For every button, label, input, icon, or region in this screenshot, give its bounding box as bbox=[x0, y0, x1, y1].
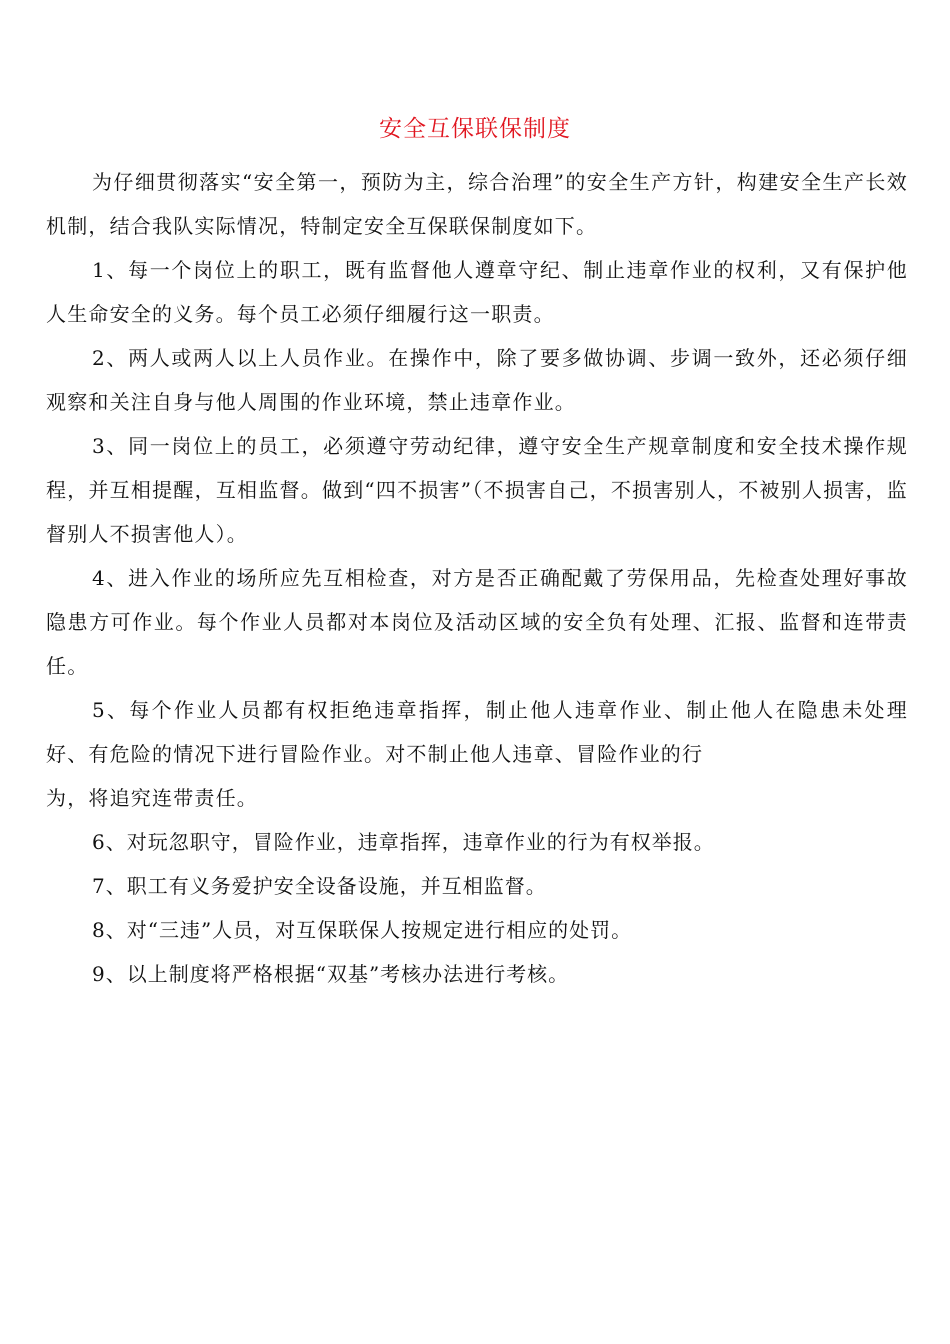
rule-paragraph-1: 1、每一个岗位上的职工，既有监督他人遵章守纪、制止违章作业的权利，又有保护他人生命安全的义务。每个员工必须仔细履行这一职责。 bbox=[46, 258, 908, 326]
document-body bbox=[46, 160, 908, 996]
rule-paragraph-7: 7、职工有义务爱护安全设备设施，并互相监督。 bbox=[92, 874, 547, 898]
rule-paragraph-5: 5、每个作业人员都有权拒绝违章指挥，制止他人违章作业、制止他人在隐患未处理好、有危险的情况下进行冒险作业。对不制止他人违章、冒险作业的行 bbox=[46, 698, 908, 766]
intro-paragraph: 为仔细贯彻落实“安全第一，预防为主，综合治理”的安全生产方针，构建安全生产长效机制，结合我队实际情况，特制定安全互保联保制度如下。 bbox=[46, 170, 908, 238]
document-title: 安全互保联保制度 bbox=[379, 116, 571, 142]
rule-paragraph-2: 2、两人或两人以上人员作业。在操作中，除了要多做协调、步调一致外，还必须仔细观察和关注自身与他人周围的作业环境，禁止违章作业。 bbox=[46, 346, 908, 414]
rule-paragraph-3: 3、同一岗位上的员工，必须遵守劳动纪律，遵守安全生产规章制度和安全技术操作规程，并互相提醒，互相监督。做到“四不损害”（不损害自己，不损害别人，不被别人损害，监督别人不损害他人）。 bbox=[46, 434, 908, 546]
rule-paragraph-5-continuation: 为，将追究连带责任。 bbox=[46, 786, 258, 810]
rule-paragraph-6: 6、对玩忽职守，冒险作业，违章指挥，违章作业的行为有权举报。 bbox=[92, 830, 715, 854]
rule-paragraph-9: 9、以上制度将严格根据“双基”考核办法进行考核。 bbox=[92, 962, 570, 986]
rule-paragraph-4: 4、进入作业的场所应先互相检查，对方是否正确配戴了劳保用品，先检查处理好事故隐患方可作业。每个作业人员都对本岗位及活动区域的安全负有处理、汇报、监督和连带责任。 bbox=[46, 566, 908, 678]
rule-paragraph-8: 8、对“三违”人员，对互保联保人按规定进行相应的处罚。 bbox=[92, 918, 633, 942]
